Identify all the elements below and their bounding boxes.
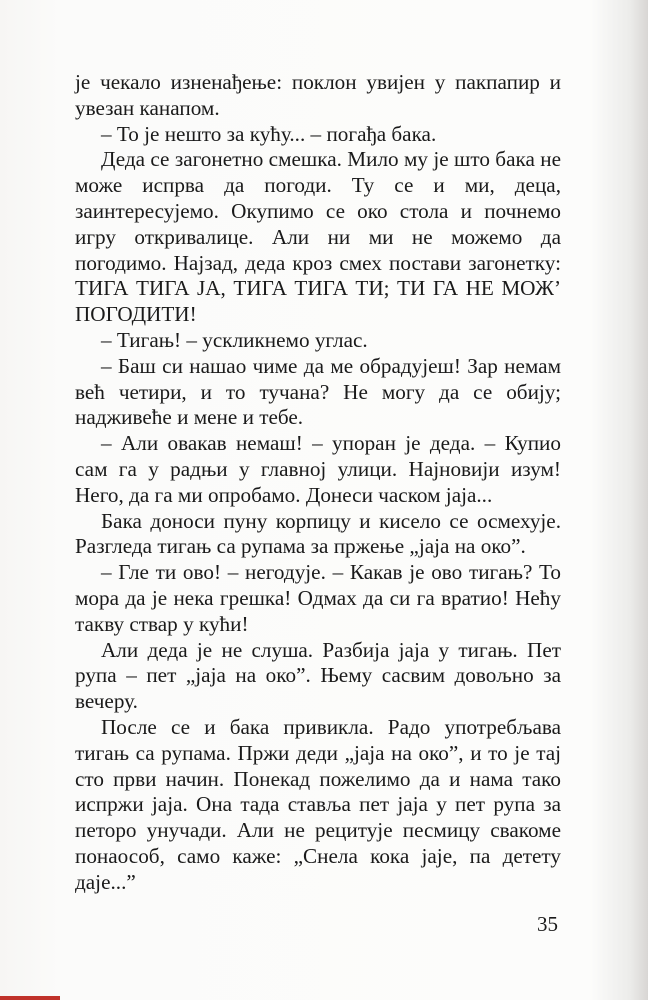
paragraph-2: – То је нешто за кућу... – погађа бака. xyxy=(101,121,437,146)
cover-edge-stripe xyxy=(0,996,60,1000)
paragraph-4: – Тигањ! – ускликнемо углас. xyxy=(101,327,368,352)
paragraph-7: Бака доноси пуну корпицу и кисело се осмехује. Разгледа тигањ са рупама за пржење „јаја на око”. xyxy=(75,508,561,559)
paragraph-3: Деда се загонетно смешка. Мило му је што бака не може испрва да погоди. Ту се и ми, деца, заинтересујемо. Окупимо се око стола и почнемо игру откривалице. Али ни ми не можемо да погодимо. Најзад, деда кроз смех постави загонетку: ТИГА ТИГА ЈА, ТИГА ТИГА ТИ; ТИ ГА НЕ МОЖ’ ПОГОДИТИ! xyxy=(75,147,561,327)
page-number: 35 xyxy=(537,912,558,936)
page-text xyxy=(75,70,561,896)
paragraph-10: После се и бака привикла. Радо употребљава тигањ са рупама. Пржи деди „јаја на око”, и то је тај сто први начин. Понекад пожелимо да и нама тако испржи јаја. Она тада ставља пет јаја у пет рупа за петоро унучади. Али не рецитује песмицу свакоме понаособ, само каже: „Снела кока јаје, па детету даје...” xyxy=(75,714,561,894)
paragraph-6: – Али овакав немаш! – упоран је деда. – Купио сам га у радњи у главној улици. Најновији изум! Него, да га ми опробамо. Донеси часком јаја... xyxy=(75,431,561,507)
paragraph-5: – Баш си нашао чиме да ме обрадујеш! Зар немам већ четири, и то тучана? Не могу да се обију; надживеће и мене и тебе. xyxy=(75,353,561,430)
paragraph-8: – Гле ти ово! – негодује. – Какав је ово тигањ? То мора да је нека грешка! Одмах да си га вратио! Нећу такву ствар у кући! xyxy=(75,560,561,636)
paragraph-9: Али деда је не слуша. Разбија јаја у тигањ. Пет рупа – пет „јаја на око”. Њему сасвим довољно за вечеру. xyxy=(75,637,561,714)
paragraph-1: је чекало изненађење: поклон увијен у пакпапир и увезан канапом. xyxy=(75,70,561,120)
